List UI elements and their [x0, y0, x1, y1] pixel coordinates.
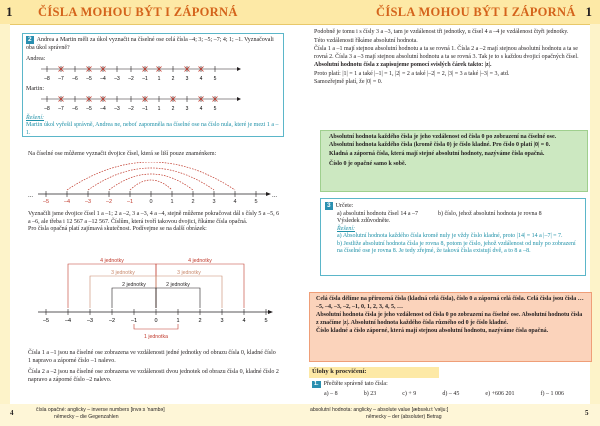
tick-label: –5 [42, 199, 50, 204]
exercise-item: a) – 8 [324, 390, 338, 397]
tick-label: –3 [86, 318, 94, 324]
andrea-number-line [41, 62, 241, 82]
tick-label: –3 [114, 106, 120, 112]
solution-label: Řešení: [337, 225, 355, 232]
paragraph-4: Čísla 2 a –2 jsou na číselné ose zobrazena ve vzdálenosti dvou jednotek od obrazu čísla 0, kladné číslo 2 napravo a záporné číslo –2 nalevo. [28, 369, 279, 383]
sidebar-strip [0, 24, 10, 404]
glossary-line-1: čísla opačné: anglicky – inverse numbers [invəːs 'nambə] [36, 407, 165, 413]
exercise-part-b: b) číslo, jehož absolutní hodnota je rovna 8 [438, 210, 542, 217]
definition-line-2: Kladná a záporná čísla, která mají stejné absolutní hodnoty, nazýváme čísla opačná. [329, 151, 545, 157]
tick-label: 4 [199, 76, 203, 82]
tick-label: –4 [63, 199, 71, 204]
summary-line-2: Absolutní hodnota čísla je jeho vzdálenost od čísla 0 po zobrazení na číselné ose. Absolutní hodnotu čísla z značíme |z|. Absolutní hodnota každého čísla různého od 0 je číslo kladné. [316, 312, 583, 326]
solution-a: a) Absolutní hodnota každého čísla kromě nuly je vždy číslo kladné, proto |14| = 14 a |–7| = 7. [337, 233, 563, 239]
paragraph-opposite [28, 211, 280, 234]
distance-label: 2 jednotky [122, 282, 146, 288]
paragraph-2: Pro čísla opačná platí zajímavá skutečnost. Podívejme se na další obrázek: [28, 226, 207, 232]
tick-label: 3 [185, 106, 189, 112]
tick-label: –4 [100, 106, 106, 112]
exercise-item: b) 23 [363, 390, 377, 397]
tick-label: 2 [171, 76, 175, 82]
paragraph-r5: Proto platí: |1| = 1 a také |–1| = 1, |2| = 2 a také |–2| = 2, |3| = 3 a také |–3| = 3, atd. [314, 70, 510, 77]
glossary-line-1: absolutní hodnota: anglicky – absolute value [æbsəluːt 'vəljuː] [310, 407, 449, 413]
chapter-number: 1 [6, 4, 13, 19]
glossary-right [310, 407, 550, 420]
tick-label: 1 [170, 199, 174, 204]
paragraph-r1: Podobně je tomu i s čísly 3 a –3, tam je vzdálenost tři jednotky, u čísel 4 a –4 je vzdálenost čtyři jednotky. [314, 29, 569, 35]
tick-label: 2 [171, 106, 175, 112]
paragraph-r4: Absolutní hodnotu čísla z zapisujeme pomocí svislých čárek takto: |z|. [314, 62, 492, 68]
header-bar [0, 0, 300, 25]
tick-label: 3 [185, 76, 189, 82]
tick-label: –1 [142, 76, 148, 82]
tick-label: 1 [157, 76, 161, 82]
exercise-part-c: Výsledek zdůvodněte. [337, 218, 391, 224]
exercise-3-box [320, 198, 586, 276]
glossary-line-2: německy – die Gegenzahlen [54, 413, 119, 420]
tick-label: 2 [191, 199, 195, 204]
header-bar [300, 0, 600, 25]
page-title: ČÍSLA MOHOU BÝT I ZÁPORNÁ [376, 5, 576, 19]
distance-label: 2 jednotky [166, 282, 190, 288]
tick-label: 3 [212, 199, 216, 204]
definition-line-1: Absolutní hodnota každého čísla je jeho vzdálenost od čísla 0 po zobrazení na číselné ose. Absolutní hodnota každého čísla (kromě čísla 0) je číslo kladné. Pro číslo 0 platí |0| = 0. [329, 134, 557, 148]
tick-label: 4 [199, 106, 203, 112]
paragraph-r2: Této vzdálenosti říkáme absolutní hodnota. [314, 37, 418, 44]
andrea-label: Andrea: [26, 56, 46, 62]
paragraph-r6: Samozřejmě platí, že |0| = 0. [314, 79, 383, 85]
distance-number-line [28, 254, 278, 346]
exercise-text: Andrea a Martin měli za úkol vyznačit na číselné ose celá čísla –4; 3; –5; –7; 4; 1; –1. Vyznačovali oba úkol správně? [26, 37, 274, 51]
exercise-task: Přečtěte správně tato čísla: [323, 381, 388, 387]
tick-label: –8 [44, 76, 50, 82]
tick-label: –8 [44, 106, 50, 112]
exercise-part-a: a) absolutní hodnotu čísel 14 a –7 [337, 210, 418, 217]
exercise-2-box [22, 33, 284, 137]
pair-arc [88, 168, 214, 190]
tick-label: 1 [176, 318, 180, 324]
tick-label: –2 [128, 76, 134, 82]
martin-label: Martin: [26, 86, 44, 92]
tick-label: 0 [149, 199, 153, 204]
tick-label: –2 [105, 199, 113, 204]
page-number: 4 [10, 409, 14, 417]
paragraph-distances [28, 350, 280, 384]
exercise-1 [312, 381, 582, 398]
distance-bracket [90, 276, 156, 308]
exercise-item: d) – 45 [442, 390, 460, 397]
pair-arc [109, 174, 193, 190]
pair-arc [130, 180, 172, 190]
tick-label: –1 [130, 318, 138, 324]
exercise-item: c) + 9 [402, 390, 417, 397]
summary-line-3: Číslo kladné a číslo záporné, která mají stejnou absolutní hodnotu, nazýváme čísla opačná. [316, 328, 549, 334]
tick-label: –3 [84, 199, 92, 204]
paragraph-3: Čísla 1 a –1 jsou na číselné ose zobrazena ve vzdálenosti jedné jednotky od obrazu čísla 0, kladné číslo 1 napravo a záporné číslo –1 nalevo. [28, 350, 276, 364]
tick-label: 5 [254, 199, 258, 204]
tick-label: 5 [213, 106, 217, 112]
paragraph-r3: Čísla 1 a –1 mají stejnou absolutní hodnotu a ta se rovná 1. Čísla 2 a –2 mají stejnou absolutní hodnotu a ta se rovná 2. Čísla 3 a –3 mají stejnou absolutní hodnotu a ta se rovná 3. Tak je to s každou dvojicí opačných čísel. [314, 46, 579, 60]
exercises-header: Úlohy k procvičení: [309, 367, 439, 378]
tick-label: –1 [126, 199, 134, 204]
pair-arc [67, 162, 235, 190]
paragraph-1: Vyznačili jsme dvojice čísel 1 a –1; 2 a –2, 3 a –3, 4 a –4, stejně můžeme pokračovat dál s čísly 5 a –5, 6 a –6, ale třeba i 12 567 a –12 567. Číslům, která tvoří takovou dvojici, říkáme čísla opačná. [28, 211, 280, 225]
dots-right: ... [272, 193, 278, 199]
tick-label: –7 [58, 106, 64, 112]
tick-label: –3 [114, 76, 120, 82]
opposite-pairs-number-line [28, 162, 278, 204]
tick-label: –5 [42, 318, 50, 324]
exercise-number: 3 [327, 202, 331, 209]
glossary-line-2: německy – der (absoluter) Betrag [366, 413, 442, 420]
tick-label: –2 [128, 106, 134, 112]
distance-label: 4 jednotky [100, 258, 124, 264]
tick-label: –1 [142, 106, 148, 112]
dots-left: ... [28, 193, 34, 199]
page-number: 5 [585, 409, 589, 417]
absolute-value-text [314, 29, 584, 87]
exercise-task: Určete: [335, 203, 354, 209]
definition-box [320, 130, 588, 192]
glossary-left [36, 407, 236, 420]
tick-label: –2 [108, 318, 116, 324]
solution-b: b) Jestliže absolutní hodnota čísla je rovna 8, potom je číslo, jehož vzdálenost od nuly po zobrazení na číselné ose je rovna 8. Je tedy zřejmé, že taková čísla existují dvě, a to 8 a –8. [337, 240, 576, 254]
tick-label: 3 [220, 318, 224, 324]
martin-number-line [41, 92, 241, 112]
tick-label: 2 [198, 318, 202, 324]
tick-label: –6 [72, 76, 78, 82]
tick-label: 5 [264, 318, 268, 324]
distance-label: 1 jednotka [144, 334, 168, 340]
distance-label: 4 jednotky [188, 258, 212, 264]
distance-bracket [156, 288, 200, 308]
definition-line-3: Číslo 0 je opačné samo k sobě. [329, 160, 407, 167]
distance-bracket [134, 324, 178, 329]
exercise-number: 2 [28, 36, 32, 43]
summary-box [309, 292, 592, 362]
tick-label: 0 [154, 318, 158, 324]
tick-label: –4 [64, 318, 72, 324]
exercise-items [324, 391, 564, 399]
tick-label: –5 [86, 76, 92, 82]
tick-label: 5 [213, 76, 217, 82]
distance-bracket [156, 276, 222, 308]
tick-label: –6 [72, 106, 78, 112]
solution-text: Martin úkol vyřešil správně, Andrea ne, neboť zapomněla na číselné ose na číslo nula, které je mezi 1 a –1. [26, 122, 279, 136]
tick-label: 4 [233, 199, 237, 204]
distance-label: 3 jednotky [111, 270, 135, 276]
exercise-item: f) – 1 006 [540, 390, 564, 397]
tick-label: –5 [86, 106, 92, 112]
tick-label: –7 [58, 76, 64, 82]
distance-bracket [112, 288, 156, 308]
exercise-item: e) +606 201 [485, 390, 515, 397]
tick-label: –4 [100, 76, 106, 82]
summary-line-1: Celá čísla dělíme na přirozená čísla (kladná celá čísla), číslo 0 a záporná celá čísla. Celá čísla jsou čísla … –5, –4, –3, –2, –1, 0, 1, 2, 3, 4, 5, … [316, 296, 584, 310]
intro-text: Na číselné ose můžeme vyznačit dvojice čísel, která se liší pouze znaménkem: [28, 151, 217, 157]
chapter-number: 1 [585, 4, 592, 19]
distance-label: 3 jednotky [177, 270, 201, 276]
solution-label: Řešení: [26, 115, 44, 121]
exercise-number: 1. [314, 381, 319, 387]
tick-label: 1 [157, 106, 161, 112]
page-title: ČÍSLA MOHOU BÝT I ZÁPORNÁ [38, 5, 238, 19]
tick-label: 4 [242, 318, 246, 324]
